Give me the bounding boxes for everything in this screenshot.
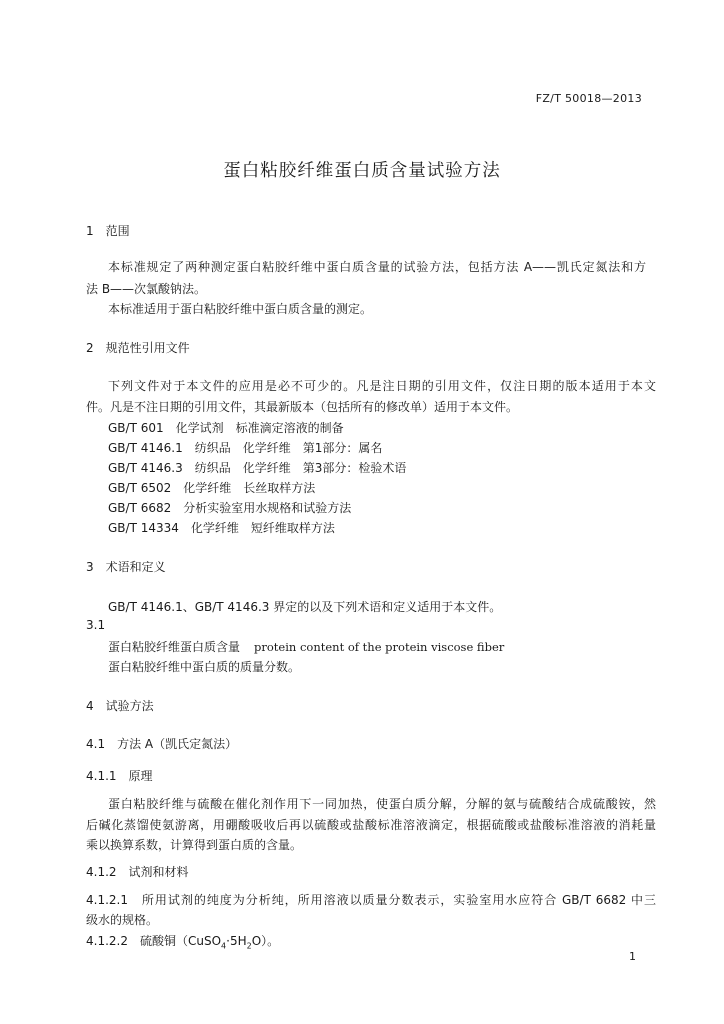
subscript: 2 <box>246 941 252 951</box>
term-definition: 蛋白粘胶纤维中蛋白质的质量分数。 <box>108 660 301 674</box>
clause-4-1-2-2 <box>86 932 279 950</box>
subsection-4-1-1-heading: 4.1.1 原理 <box>86 769 153 783</box>
term-english: protein content of the protein viscose fiber <box>254 640 505 654</box>
term-entry <box>108 638 504 655</box>
section-3-heading: 3 术语和定义 <box>86 560 166 574</box>
s3-intro: GB/T 4146.1、GB/T 4146.3 界定的以及下列术语和定义适用于本文件。 <box>108 600 502 614</box>
section-4-heading: 4 试验方法 <box>86 699 154 713</box>
clause-4-1-2-1-line-1: 4.1.2.1 所用试剂的纯度为分析纯，所用溶液以质量分数表示，实验室用水应符合 GB/T 6682 中三 <box>86 893 656 907</box>
s1-paragraph-2: 本标准适用于蛋白粘胶纤维中蛋白质含量的测定。 <box>108 302 373 316</box>
reference-item: GB/T 6682 分析实验室用水规格和试验方法 <box>108 501 352 515</box>
section-1-heading: 1 范围 <box>86 224 130 238</box>
principle-line-2: 后碱化蒸馏使氨游离，用硼酸吸收后再以硫酸或盐酸标准溶液滴定，根据硫酸或盐酸标准溶液的消耗量 <box>86 818 656 832</box>
section-2-heading: 2 规范性引用文件 <box>86 341 190 355</box>
document-title: 蛋白粘胶纤维蛋白质含量试验方法 <box>223 161 501 181</box>
term-number: 3.1 <box>86 618 106 632</box>
reference-item: GB/T 4146.3 纺织品 化学纤维 第3部分：检验术语 <box>108 461 407 475</box>
reference-item: GB/T 601 化学试剂 标准滴定溶液的制备 <box>108 421 344 435</box>
s1-paragraph-1-line-1: 本标准规定了两种测定蛋白粘胶纤维中蛋白质含量的试验方法，包括方法 A——凯氏定氮法和方 <box>108 260 646 274</box>
subscript: 4 <box>221 941 227 951</box>
standard-number: FZ/T 50018—2013 <box>535 92 642 105</box>
reference-item: GB/T 14334 化学纤维 短纤维取样方法 <box>108 521 335 535</box>
page-number: 1 <box>629 950 636 963</box>
formula-prefix: 4.1.2.2 硫酸铜（CuSO <box>86 934 222 948</box>
reference-item: GB/T 6502 化学纤维 长丝取样方法 <box>108 481 316 495</box>
principle-line-1: 蛋白粘胶纤维与硫酸在催化剂作用下一同加热，使蛋白质分解，分解的氨与硫酸结合成硫酸铵，然 <box>108 797 656 811</box>
s2-intro-line-2: 件。凡是不注日期的引用文件，其最新版本（包括所有的修改单）适用于本文件。 <box>86 400 519 414</box>
clause-4-1-2-1-line-2: 级水的规格。 <box>86 913 159 927</box>
reference-item: GB/T 4146.1 纺织品 化学纤维 第1部分：属名 <box>108 441 383 455</box>
formula-middle: ·5H <box>226 934 247 948</box>
s2-intro-line-1: 下列文件对于本文件的应用是必不可少的。凡是注日期的引用文件，仅注日期的版本适用于本文 <box>108 379 656 393</box>
principle-line-3: 乘以换算系数，计算得到蛋白质的含量。 <box>86 838 303 852</box>
subsection-4-1-2-heading: 4.1.2 试剂和材料 <box>86 865 189 879</box>
subsection-4-1-heading: 4.1 方法 A（凯氏定氮法） <box>86 737 238 751</box>
term-chinese: 蛋白粘胶纤维蛋白质含量 <box>108 640 241 654</box>
s1-paragraph-1-line-2: 法 B——次氯酸钠法。 <box>86 282 207 296</box>
formula-suffix: O）。 <box>251 934 280 948</box>
